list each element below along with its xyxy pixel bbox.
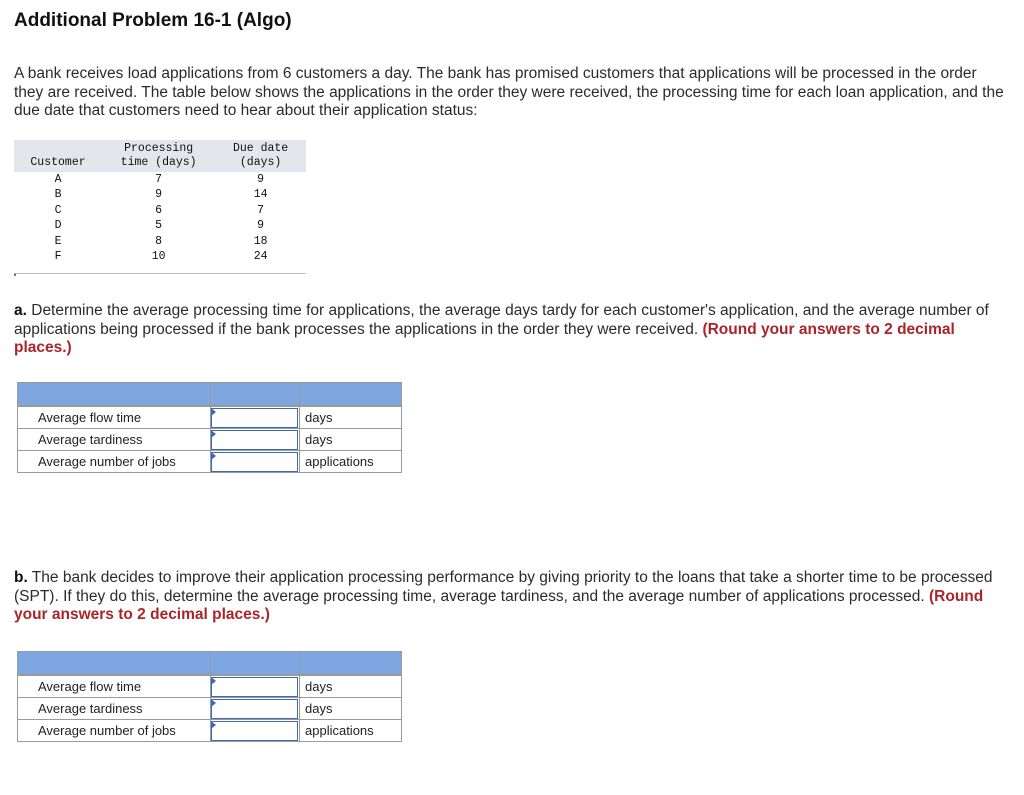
row-label: Average flow time <box>18 407 211 429</box>
cell-customer: B <box>54 188 62 202</box>
part-a-label: a. <box>14 302 27 319</box>
part-b-label: b. <box>14 569 28 586</box>
cell-customer: D <box>54 219 62 233</box>
cell-due: 7 <box>257 203 265 217</box>
input-marker-icon <box>211 699 216 707</box>
avg-jobs-input-b[interactable] <box>211 721 298 741</box>
input-marker-icon <box>211 430 216 438</box>
part-b-text: The bank decides to improve their application processing performance by giving priority to the loans that take a shorter time to be processed (SPT). If they do this, determine the average processing time, average tardiness, and the average number of applications processed. <box>14 569 993 605</box>
row-label: Average tardiness <box>18 698 211 720</box>
answer-table-b <box>17 651 402 742</box>
cell-processing: 5 <box>155 219 163 233</box>
part-a-text: Determine the average processing time for applications, the average days tardy for each customer's application, and the average number of applications being processed if the bank processes the applications in the order they were received. <box>14 302 989 338</box>
cell-customer: A <box>54 173 62 186</box>
answer-row <box>18 698 402 720</box>
header-customer: Customer <box>14 140 102 172</box>
part-b-question <box>14 569 1004 625</box>
table-row <box>14 203 306 218</box>
avg-flow-time-input-b[interactable] <box>211 677 298 697</box>
page-title: Additional Problem 16-1 (Algo) <box>14 10 292 31</box>
answer-row <box>18 429 402 451</box>
answer-table-header <box>18 652 402 675</box>
answer-row <box>18 407 402 429</box>
cell-processing: 8 <box>155 234 163 248</box>
input-marker-icon <box>211 452 216 460</box>
cell-customer: E <box>54 234 62 248</box>
cell-customer: F <box>54 250 62 264</box>
input-marker-icon <box>211 408 216 416</box>
cell-due: 14 <box>253 188 268 202</box>
problem-intro: A bank receives load applications from 6 customers a day. The bank has promised customers that applications will be processed in the order they are received. The table below shows the applications in the order they were received, the processing time for each loan application, and the due date that customers need to hear about their application status: <box>14 65 1004 119</box>
part-a-instruction: (Round your answers to 2 decimal places.) <box>14 320 955 356</box>
data-table <box>14 140 306 276</box>
cell-processing: 9 <box>155 188 163 202</box>
table-row <box>14 187 306 202</box>
cell-processing: 6 <box>155 203 163 217</box>
row-unit: days <box>300 698 402 720</box>
avg-flow-time-input-a[interactable] <box>211 408 298 428</box>
cell-due: 9 <box>257 173 265 186</box>
cell-due: 24 <box>253 250 268 264</box>
cell-processing: 10 <box>151 250 166 264</box>
header-due-date: Due date (days) <box>215 140 306 172</box>
row-label: Average tardiness <box>18 429 211 451</box>
row-unit: days <box>300 429 402 451</box>
answer-table-header <box>18 383 402 406</box>
part-a-question <box>14 302 1004 358</box>
answer-row <box>18 451 402 473</box>
header-processing-time: Processing time (days) <box>102 140 215 172</box>
avg-tardiness-input-b[interactable] <box>211 699 298 719</box>
table-row <box>14 172 306 187</box>
table-row <box>14 249 306 264</box>
cell-due: 9 <box>257 219 265 233</box>
table-bottom-rule <box>14 273 306 276</box>
row-unit: applications <box>300 720 402 742</box>
part-b-instruction: (Round your answers to 2 decimal places.) <box>14 587 984 623</box>
cell-processing: 7 <box>155 173 163 186</box>
row-unit: days <box>300 407 402 429</box>
row-label: Average number of jobs <box>18 451 211 473</box>
input-marker-icon <box>211 721 216 729</box>
avg-tardiness-input-a[interactable] <box>211 430 298 450</box>
answer-row <box>18 720 402 742</box>
row-unit: applications <box>300 451 402 473</box>
cell-due: 18 <box>253 234 268 248</box>
input-marker-icon <box>211 677 216 685</box>
table-row <box>14 234 306 249</box>
row-unit: days <box>300 676 402 698</box>
answer-table-a <box>17 382 402 473</box>
row-label: Average number of jobs <box>18 720 211 742</box>
avg-jobs-input-a[interactable] <box>211 452 298 472</box>
answer-row <box>18 676 402 698</box>
table-row <box>14 218 306 233</box>
cell-customer: C <box>54 203 62 217</box>
row-label: Average flow time <box>18 676 211 698</box>
